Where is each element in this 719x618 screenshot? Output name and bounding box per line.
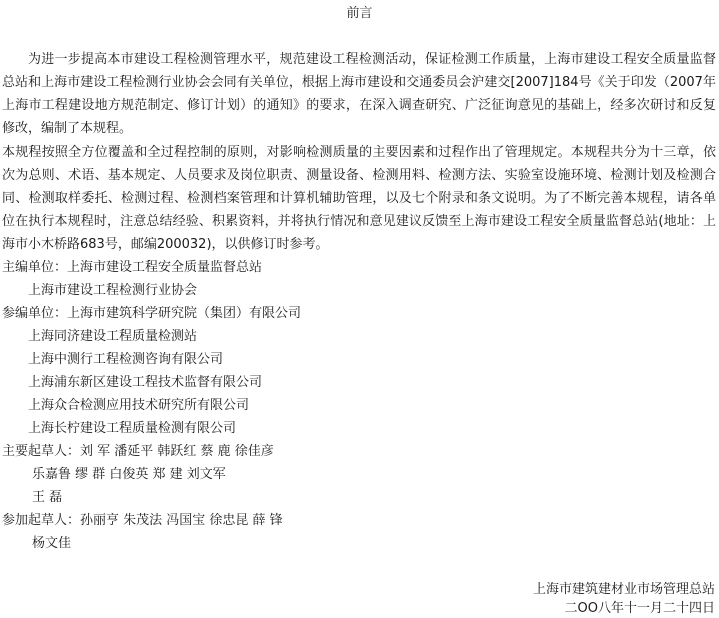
participating-editor-unit: 上海长柠建设工程质量检测有限公司 [28,421,237,436]
chief-editor-unit: 上海市建设工程检测行业协会 [28,283,198,298]
scope-paragraph: 本规程按照全方位覆盖和全过程控制的原则，对影响检测质量的主要因素和过程作出了管理规定。本规程共分为十三章，依次为总则、术语、基本规定、人员要求及岗位职责、测量设备、检测用料、检测方法、实验室设施环境、检测计划及检测合同、检测取样委托、检测过程、检测档案管理和计算机辅助管理，以及七个附录和条文说明。为了不断完善本规程，请各单位在执行本规程时，注意总结经验、积累资料，并将执行情况和意见建议反馈至上海市建设工程安全质量监督总站(地址：上海市小木桥路683号，邮编200032)，以供修订时参考。 [2,145,716,252]
participating-drafters-label: 参加起草人： [2,513,81,528]
participating-editor-unit: 上海众合检测应用技术研究所有限公司 [28,398,250,413]
participating-editor-unit: 上海浦东新区建设工程技术监督有限公司 [28,375,263,390]
participating-editors-row [2,302,301,325]
participating-drafters-names: 孙丽亨 朱茂法 冯国宝 徐忠昆 薛 锋 [80,513,283,528]
main-drafters-names: 刘 军 潘延平 韩跃红 蔡 鹿 徐佳彦 [80,444,274,459]
signature-organization: 上海市建筑建材业市场管理总站 [532,582,715,597]
intro-paragraph: 为进一步提高本市建设工程检测管理水平，规范建设工程检测活动，保证检测工作质量，上海市建设工程安全质量监督总站和上海市建设工程检测行业协会会同有关单位，根据上海市建设和交通委员会沪建交[2007]184号《关于印发（2007年上海市工程建设地方规范制定、修订计划）的通知》的要求，在深入调查研究、广泛征询意见的基础上，经多次研讨和反复修改，编制了本规程。 [2,52,716,136]
participating-editor-unit: 上海中测行工程检测咨询有限公司 [28,352,224,367]
participating-editors-label: 参编单位： [2,306,68,321]
participating-drafters-row [2,509,283,532]
main-drafters-row [2,440,274,463]
participating-drafters-names: 杨文佳 [32,536,72,551]
chief-editors-label: 主编单位： [2,260,68,275]
signature-date: 二OO八年十一月二十四日 [564,601,715,616]
chief-editor-unit: 上海市建设工程安全质量监督总站 [67,260,263,275]
document-title: 前言 [346,6,373,21]
main-drafters-names: 乐嘉鲁 缪 群 白俊英 郑 建 刘文军 [32,467,226,482]
chief-editors-row [2,256,262,279]
participating-editor-unit: 上海同济建设工程质量检测站 [28,329,198,344]
main-drafters-label: 主要起草人： [2,444,81,459]
participating-editor-unit: 上海市建筑科学研究院（集团）有限公司 [67,306,302,321]
main-drafters-names: 王 磊 [32,490,63,505]
